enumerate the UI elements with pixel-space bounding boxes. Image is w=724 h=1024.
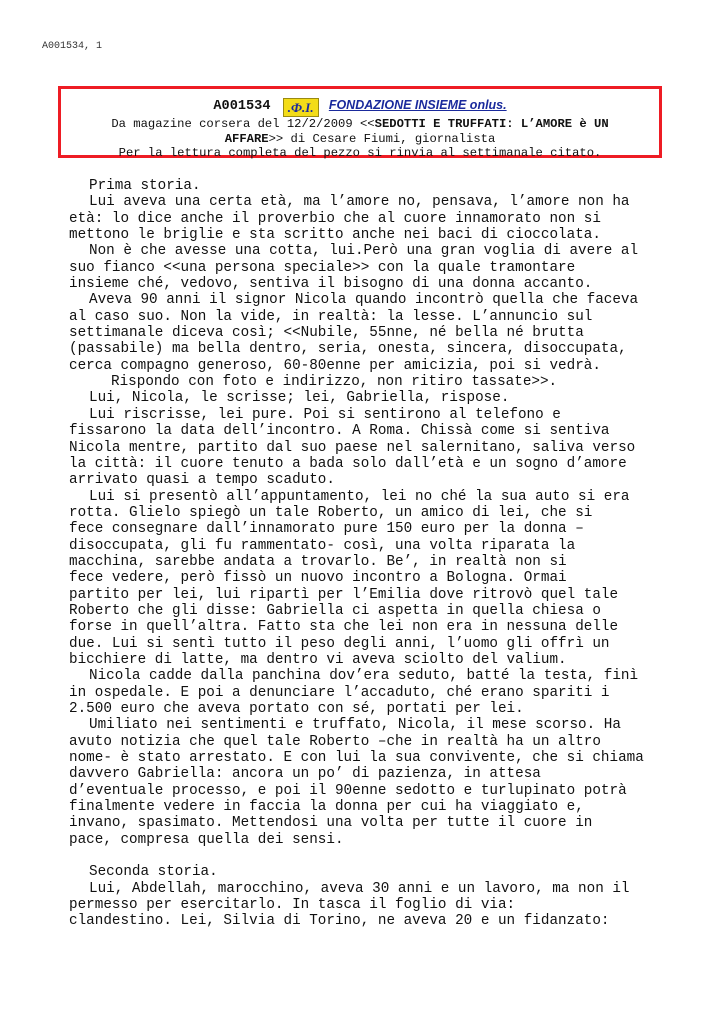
article-title-part-2: AFFARE [224,131,269,146]
body-text-line: settimanale diceva così; <<Nubile, 55nne, né bella né brutta [69,325,584,342]
body-text-line: Lui, Nicola, le scrisse; lei, Gabriella, rispose. [89,390,510,407]
body-text-line: 2.500 euro che aveva portato con sé, portati per lei. [69,701,524,717]
paragraph-spacer [69,848,669,864]
body-text-line: nome- è stato arrestato. E con lui la sua convivente, che si chiama [69,750,644,767]
header-line-4: Per la lettura completa del pezzo si rinvia al settimanale citato. [118,146,602,161]
body-text-line: finalmente vedere in faccia la donna per cui ha viaggiato e, [69,799,584,816]
body-text-line: disoccupata, gli fu rammentato- così, una volta riparata la [69,537,576,554]
body-text-line: Rispondo con foto e indirizzo, non ritiro tassate>>. [111,374,558,391]
body-text-line: età: lo dice anche il proverbio che al cuore innamorato non si [69,210,601,227]
body-text-line: macchina, sarebbe andata a trovarlo. Be’, in realtà non si [69,553,567,570]
article-title-part-1: SEDOTTI E TRUFFATI: L’AMORE è UN [374,117,609,131]
body-text-line: arrivato quasi a tempo scaduto. [69,472,335,489]
body-text-line: fece consegnare dall’innamorato pure 150 euro per la donna – [69,521,584,538]
source-prefix: Da magazine corsera del 12/2/2009 << [111,117,375,131]
document-id: A001534 [213,99,271,114]
header-line-1 [61,98,659,117]
body-text-line: Non è che avesse una cotta, lui.Però una gran voglia di avere al [89,243,639,260]
body-text-line: davvero Gabriella: ancora un po’ di pazienza, in attesa [69,766,541,783]
body-text-line: suo fianco <<una persona speciale>> con la quale tramontare [69,259,576,276]
body-text-line: Lui riscrisse, lei pure. Poi si sentirono al telefono e [89,406,561,423]
body-text-line: d’eventuale processo, e poi il 90enne sedotto e turlupinato potrà [69,782,627,799]
body-text-line: (passabile) ma bella dentro, seria, onesta, sincera, disoccupata, [69,341,627,358]
body-text-line: Aveva 90 anni il signor Nicola quando incontrò quella che faceva [89,292,639,309]
body-text-line: rotta. Glielo spiegò un tale Roberto, un amico di lei, che si [69,504,593,521]
body-text-line: fece vedere, però fissò un nuovo incontro a Bologna. Ormai [69,570,567,587]
body-text-line: Lui, Abdellah, marocchino, aveva 30 anni e un lavoro, ma non il [89,880,630,897]
body-text-line: Lui si presentò all’appuntamento, lei no ché la sua auto si era [89,488,630,505]
header-line-3 [61,132,659,147]
author-credit: >> di Cesare Fiumi, giornalista [268,131,496,146]
body-text-line: due. Lui si sentì tutto il peso degli anni, l’uomo gli offrì un [69,635,610,652]
document-header-box [58,86,662,161]
body-text-line: Nicola cadde dalla panchina dov’era seduto, batté la testa, finì [89,668,639,685]
body-text-line: bicchiere di latte, ma dentro vi aveva sciolto del valium. [69,651,567,668]
body-text-line: permesso per esercitarlo. In tasca il foglio di via: [69,897,516,914]
foundation-logo-icon: .Ф.I. [283,98,319,117]
body-text-line: Lui aveva una certa età, ma l’amore no, pensava, l’amore non ha [89,194,630,211]
body-text-line: Seconda storia. [89,864,218,881]
body-text-line: insieme ché, vedovo, sentiva il bisogno di una donna accanto. [69,276,593,293]
body-text-line: pace, compresa quella dei sensi. [69,831,344,848]
body-text-line: invano, spasimato. Mettendosi una volta per tutte il cuore in [69,815,593,832]
header-line-2 [61,117,659,132]
body-text-line: mettono le briglie e sta scritto anche nei baci di cioccolata. [69,227,601,244]
body-text-line: cerca compagno generoso, 60-80enne per amicizia, poi si vedrà. [69,357,601,374]
body-text-line: Umiliato nei sentimenti e truffato, Nicola, il mese scorso. Ha [89,717,621,734]
body-text-line: Nicola mentre, partito dal suo paese nel salernitano, saliva verso [69,439,636,456]
article-body [69,178,669,930]
body-text-line: al caso suo. Non la vide, in realtà: la lesse. L’annuncio sul [69,308,593,325]
body-text-line: forse in quell’altra. Fatto sta che lei non era in nessuna delle [69,619,619,636]
body-text-line: partito per lei, lui ripartì per l’Emilia dove ritrovò quel tale [69,586,619,603]
page-reference: A001534, 1 [42,41,103,52]
foundation-link[interactable]: FONDAZIONE INSIEME onlus. [328,98,507,112]
body-text-line: avuto notizia che quel tale Roberto –che in realtà ha un altro [69,733,601,750]
body-text-line: in ospedale. E poi a denunciare l’accaduto, ché erano spariti i [69,684,610,701]
body-text-line: Prima storia. [89,178,201,194]
body-text-line: Roberto che gli disse: Gabriella ci aspetta in quella chiesa o [69,602,601,619]
body-text-line: la città: il cuore tenuto a bada solo dall’età e un sogno d’amore [69,455,627,472]
body-text-line: clandestino. Lei, Silvia di Torino, ne aveva 20 e un fidanzato: [69,913,610,930]
body-text-line: fissarono la data dell’incontro. A Roma. Chissà come si sentiva [69,423,610,440]
